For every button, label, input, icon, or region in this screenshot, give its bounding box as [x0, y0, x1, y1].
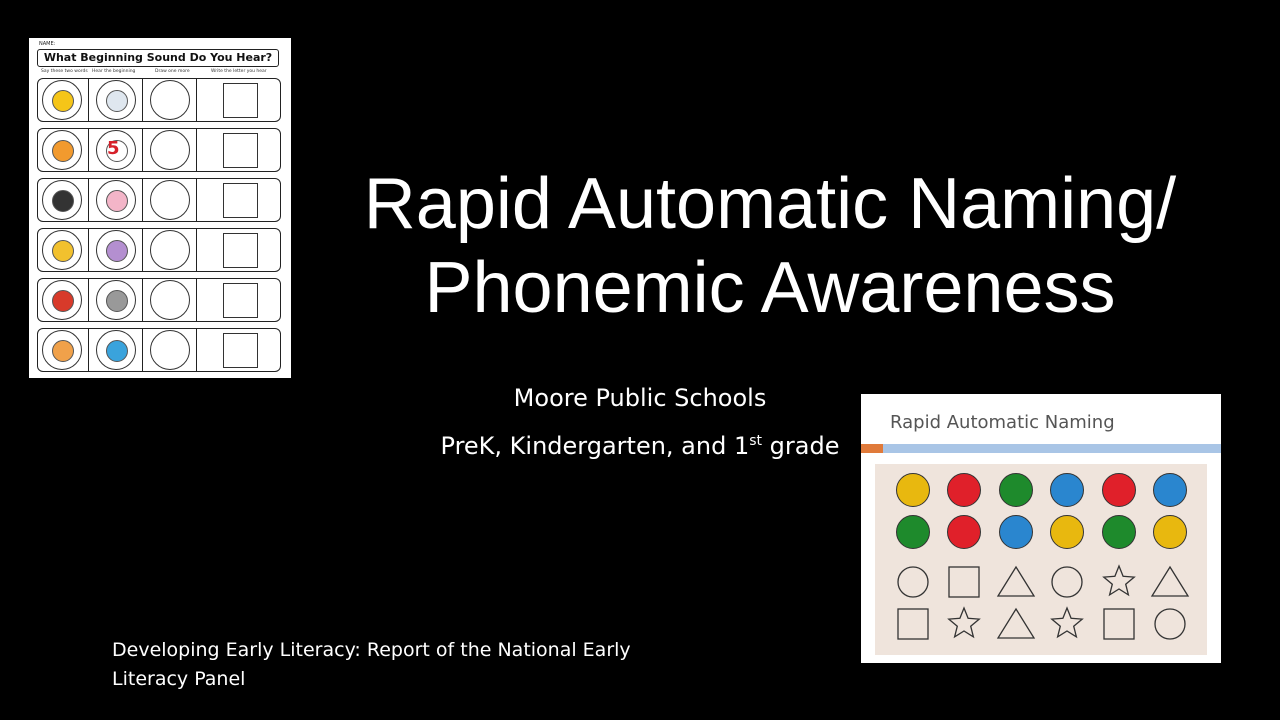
worksheet-blank-circle [150, 230, 190, 270]
worksheet-instruction: Write the letter you hear [211, 69, 267, 74]
citation-line: Literacy Panel [112, 668, 246, 690]
red-dot [947, 515, 981, 549]
worksheet-picture-icon [52, 90, 74, 112]
green-dot [1102, 515, 1136, 549]
worksheet-picture-icon [106, 90, 128, 112]
worksheet-letter-box [223, 183, 258, 218]
worksheet-picture [42, 280, 82, 320]
subtitle-grades [390, 432, 890, 460]
worksheet-row [37, 128, 281, 172]
worksheet-picture-icon [52, 290, 74, 312]
worksheet-picture-icon [106, 290, 128, 312]
worksheet-picture [42, 230, 82, 270]
worksheet-letter-box [223, 283, 258, 318]
worksheet-picture-icon [52, 340, 74, 362]
citation [112, 636, 672, 694]
ran-image [861, 394, 1221, 663]
worksheet-image [29, 38, 291, 378]
worksheet-five-label: 5 [107, 138, 120, 159]
red-dot [947, 473, 981, 507]
worksheet-row [37, 78, 281, 122]
worksheet-picture-icon [106, 190, 128, 212]
square-shape [1104, 609, 1134, 639]
worksheet-instruction: Say these two words [41, 69, 88, 74]
worksheet-picture-icon [106, 240, 128, 262]
blue-dot [1050, 473, 1084, 507]
slide-title [300, 162, 1240, 330]
title-line: Rapid Automatic Naming/ [363, 164, 1177, 244]
blue-dot [1153, 473, 1187, 507]
worksheet-picture-icon [52, 190, 74, 212]
worksheet-blank-circle [150, 330, 190, 370]
worksheet-picture-icon [52, 140, 74, 162]
worksheet-picture [42, 80, 82, 120]
ran-accent-bar-orange [861, 444, 883, 453]
worksheet-instruction: Hear the beginning [92, 69, 136, 74]
ran-accent-bar-blue [883, 444, 1221, 453]
worksheet-picture-icon [52, 240, 74, 262]
triangle-shape [998, 609, 1034, 638]
worksheet-letter-box [223, 133, 258, 168]
circle-shape [1155, 609, 1185, 639]
worksheet-letter-box [223, 83, 258, 118]
subtitle-grades-end: grade [762, 432, 840, 460]
worksheet-picture [96, 230, 136, 270]
square-shape [949, 567, 979, 597]
green-dot [999, 473, 1033, 507]
yellow-dot [896, 473, 930, 507]
worksheet-blank-circle [150, 180, 190, 220]
worksheet-blank-circle [150, 130, 190, 170]
star-shape [949, 608, 979, 637]
green-dot [896, 515, 930, 549]
citation-line: Developing Early Literacy: Report of the National Early [112, 639, 631, 661]
square-shape [898, 609, 928, 639]
worksheet-instruction: Draw one more [155, 69, 190, 74]
worksheet-row [37, 178, 281, 222]
star-shape [1104, 566, 1134, 595]
triangle-shape [1152, 567, 1188, 596]
red-dot [1102, 473, 1136, 507]
worksheet-picture-icon [106, 340, 128, 362]
ran-card [875, 464, 1207, 655]
circle-shape [898, 567, 928, 597]
circle-shape [1052, 567, 1082, 597]
subtitle-grades-text: PreK, Kindergarten, and 1 [440, 432, 750, 460]
worksheet-blank-circle [150, 280, 190, 320]
title-line: Phonemic Awareness [424, 248, 1116, 328]
worksheet-picture [96, 180, 136, 220]
worksheet-picture [96, 280, 136, 320]
worksheet-picture [42, 180, 82, 220]
blue-dot [999, 515, 1033, 549]
subtitle-grades-sup: st [749, 433, 763, 449]
worksheet-title: What Beginning Sound Do You Hear? [37, 49, 279, 67]
worksheet-row [37, 278, 281, 322]
worksheet-letter-box [223, 333, 258, 368]
worksheet-picture [42, 330, 82, 370]
shapes-grid [875, 562, 1207, 652]
yellow-dot [1050, 515, 1084, 549]
worksheet-blank-circle [150, 80, 190, 120]
yellow-dot [1153, 515, 1187, 549]
ran-image-title: Rapid Automatic Naming [890, 412, 1115, 433]
worksheet-picture [96, 80, 136, 120]
triangle-shape [998, 567, 1034, 596]
worksheet-picture [96, 330, 136, 370]
worksheet-letter-box [223, 233, 258, 268]
worksheet-name-label: NAME: [39, 41, 56, 47]
subtitle-school: Moore Public Schools [513, 384, 767, 412]
star-shape [1052, 608, 1082, 637]
worksheet-row [37, 328, 281, 372]
worksheet-picture [42, 130, 82, 170]
worksheet-row [37, 228, 281, 272]
